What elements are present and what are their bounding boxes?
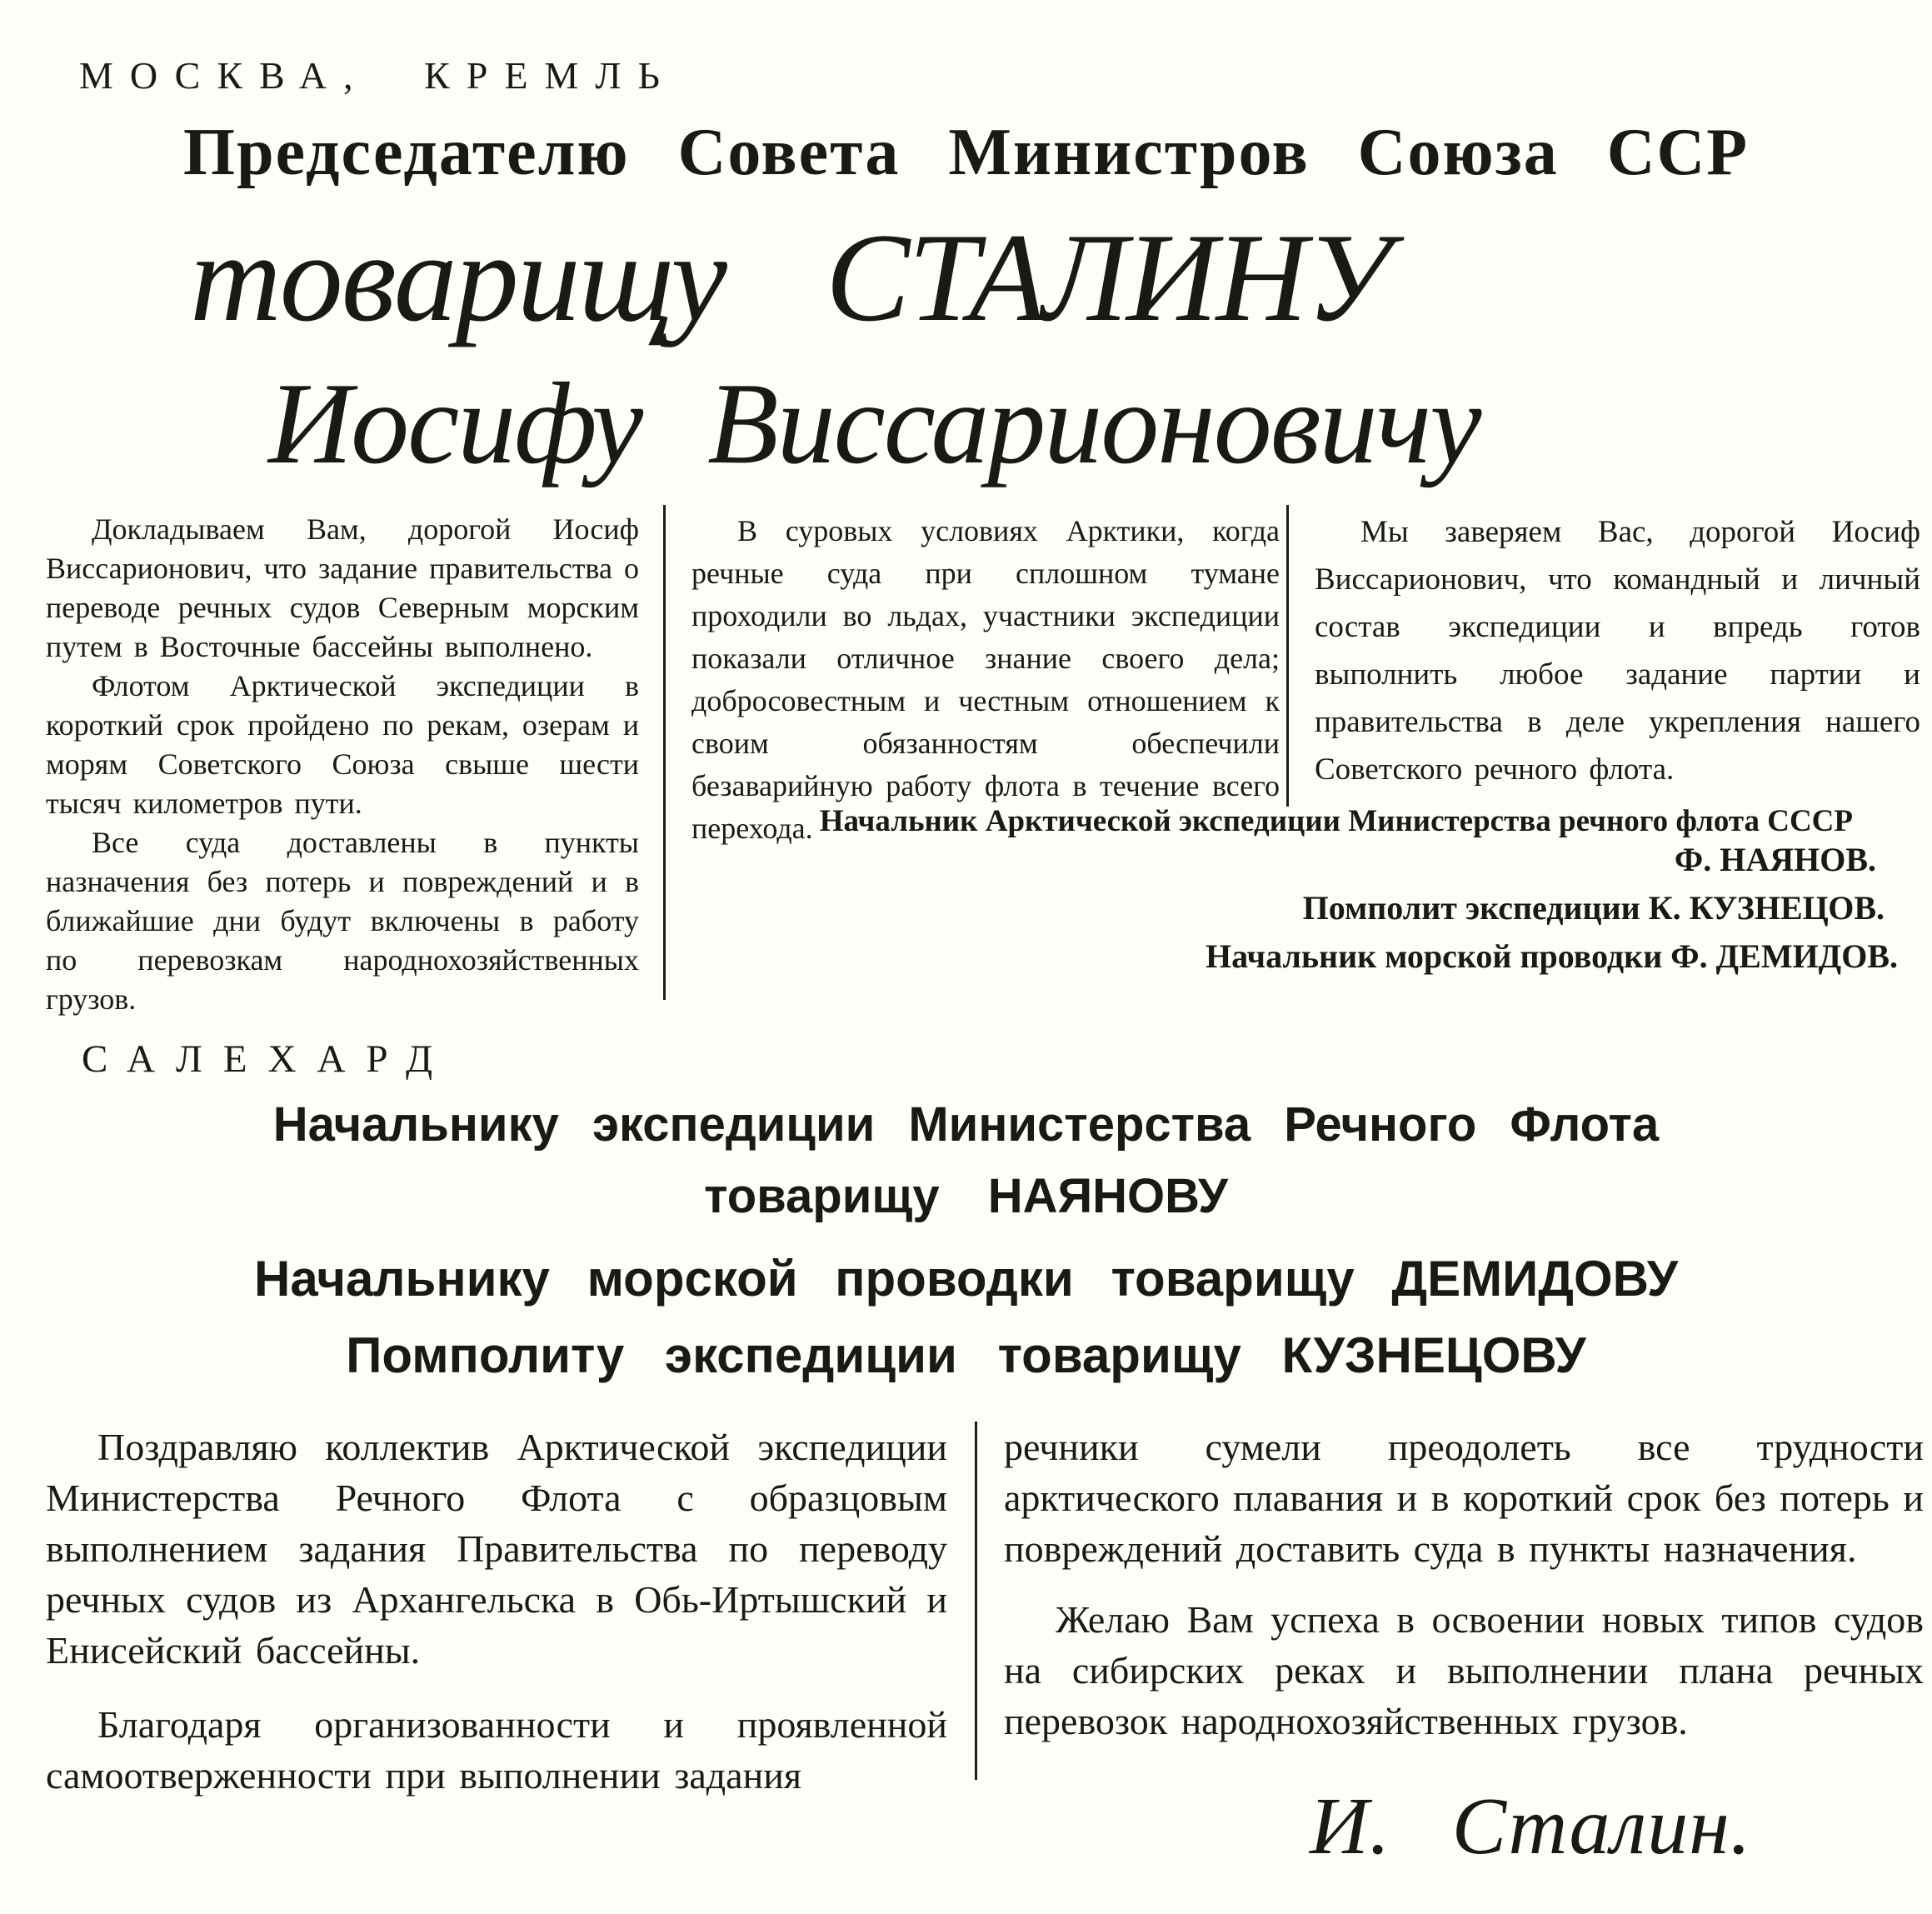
paragraph: речники сумели преодолеть все трудности арктического плавания и в короткий срок без потерь и повреждений доставить суда в пункты назначения.: [1004, 1426, 1924, 1570]
telegram2-column-left: [46, 1422, 947, 1801]
paragraph: Поздравляю коллектив Арктической экспедиции Министерства Речного Флота с образцовым выполнением задания Правительства по переводу речных судов из Архангельска в Обь-Иртышский и Енисейский бассейны.: [46, 1426, 947, 1672]
paragraph: Благодаря организованности и проявленной самоотверженности при выполнении задания: [46, 1703, 947, 1797]
signature-demidov: Начальник морской проводки Ф. ДЕМИДОВ.: [1206, 937, 1898, 975]
salekhard-addressee-line-1: Начальнику экспедиции Министерства Речного Флота: [272, 1097, 1660, 1152]
telegram1-column-2: [691, 510, 1280, 850]
paragraph: Все суда доставлены в пункты назначения без потерь и повреждений и в ближайшие дни будут включены в работу по перевозкам народнохозяйственных грузов.: [46, 826, 639, 1016]
telegram1-column-1: [46, 510, 639, 1019]
signature-role-line: Начальник Арктической экспедиции Министерства речного флота СССР: [819, 804, 1853, 838]
dateline-moscow-kremlin: МОСКВА, КРЕМЛЬ: [79, 54, 676, 97]
column-divider: [1286, 505, 1289, 807]
column-divider: [975, 1422, 977, 1780]
addressee-title-line: Председателю Совета Министров Союза ССР: [182, 116, 1750, 189]
salekhard-addressee-line-3: Начальнику морской проводки товарищу ДЕМИДОВУ: [253, 1251, 1679, 1307]
signature-kuznetsov: Помполит экспедиции К. КУЗНЕЦОВ.: [1302, 889, 1885, 927]
salekhard-addressee-line-2: товарищу НАЯНОВУ: [704, 1169, 1228, 1223]
signature-stalin: И. Сталин.: [1310, 1782, 1752, 1872]
column-divider: [663, 505, 666, 1000]
signature-nayanov: Ф. НАЯНОВ.: [1674, 841, 1876, 878]
dateline-salekhard: САЛЕХАРД: [82, 1037, 454, 1081]
paragraph: Флотом Арктической экспедиции в короткий срок пройдено по рекам, озерам и морям Советского Союза свыше шести тысяч километров пути.: [46, 669, 639, 820]
paragraph: Желаю Вам успеха в освоении новых типов судов на сибирских реках и выполнении плана речных перевозок народнохозяйственных грузов.: [1004, 1598, 1924, 1742]
paragraph: Докладываем Вам, дорогой Иосиф Виссарионович, что задание правительства о переводе речных судов Северным морским путем в Восточные бассейны выполнено.: [46, 512, 639, 663]
salekhard-addressee-line-4: Помполиту экспедиции товарищу КУЗНЕЦОВУ: [346, 1327, 1586, 1383]
paragraph: Мы заверяем Вас, дорогой Иосиф Виссарионович, что командный и личный состав экспедиции и впредь готов выполнить любое задание партии и правительства в деле укрепления нашего Советского речного флота.: [1315, 515, 1920, 787]
telegram1-column-3: [1315, 508, 1920, 793]
telegram2-column-right: [1004, 1422, 1924, 1747]
addressee-name-stalin: товарищу СТАЛИНУ: [190, 207, 1390, 347]
paragraph: В суровых условиях Арктики, когда речные суда при сплошном тумане проходили во льдах, участники экспедиции показали отличное знание своего дела; добросовестным и честным отношением к своим обязанностям обеспечили безаварийную работу флота в течение всего перехода.: [691, 514, 1280, 845]
addressee-patronymic: Иосифу Виссарионовичу: [268, 359, 1480, 488]
